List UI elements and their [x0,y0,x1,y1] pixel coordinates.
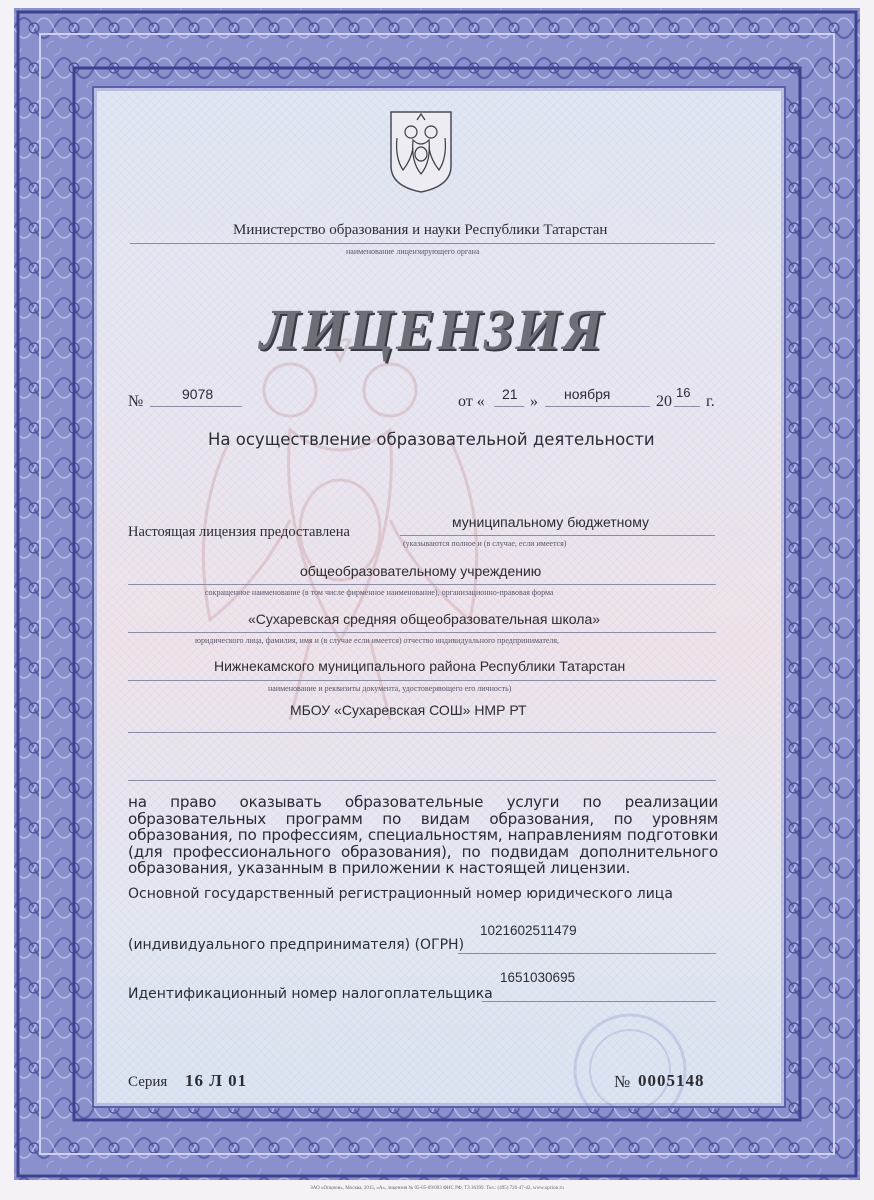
page-title: ЛИЦЕНЗИЯ [260,297,605,362]
ogrn-label-1: Основной государственный регистрационный номер юридического лица [128,886,673,902]
license-number: 9078 [182,386,214,402]
inn-value: 1651030695 [500,970,576,985]
date-year-unit: г. [706,393,715,410]
rights-text: на право оказывать образовательные услуги по реализации образовательных программ по видам образования, по уровням образования, по профессиям, специальностям, направлениям подготовки (для профессионального образования), по подвидам дополнительного образования, указанным в приложении к настоящей лицензии. [128,793,718,877]
date-year-suffix: 16 [676,385,691,400]
date-month: ноября [564,386,611,402]
grantee-line-5: МБОУ «Сухаревская СОШ» НМР РТ [290,702,527,718]
grantee-caption-1: (указываются полное и (в случае, если имеется) [403,539,567,548]
date-day-close: » [530,393,538,410]
grantee-caption-2: сокращенное наименование (в том числе фирменное наименование), организационно-правовая форма [205,588,554,597]
date-year-prefix: 20 [656,393,672,410]
licensing-authority: Министерство образования и науки Республики Татарстан [233,222,608,238]
blank-number-label: № [614,1072,631,1091]
grantee-caption-3: юридического лица, фамилия, имя и (в случае если имеется) отчество индивидуального предпринимателя, [195,636,560,645]
authority-caption: наименование лицензирующего органа [346,247,480,256]
printer-footer: ЗАО «Опцион», Москва, 2015, «А», лицензия № 05-05-09/003 ФНС РФ, ТЗ 36399. Тел.: (495) 726-47-42, www.opcion.ru [310,1186,564,1191]
grantee-line-2: общеобразовательному учреждению [300,563,542,579]
blank-number-value: 0005148 [638,1071,705,1090]
date-day: 21 [502,386,518,402]
coat-of-arms-icon [387,108,455,194]
series-label: Серия [128,1074,168,1090]
date-from-label: от « [458,393,485,410]
ogrn-value: 1021602511479 [480,923,577,938]
inn-label: Идентификационный номер налогоплательщика [128,986,493,1002]
grantee-line-4: Нижнекамского муниципального района Республики Татарстан [214,658,626,674]
grantee-label: Настоящая лицензия предоставлена [128,524,350,540]
series-value: 16 Л 01 [185,1071,248,1090]
license-subject: На осуществление образовательной деятельности [208,430,655,449]
grantee-line-3: «Сухаревская средняя общеобразовательная школа» [248,611,601,627]
number-label: № [128,393,144,410]
seal-stamp-icon [540,1000,700,1120]
ogrn-label-2: (индивидуального предпринимателя) (ОГРН) [128,937,465,953]
grantee-caption-4: наименование и реквизиты документа, удостоверяющего его личность) [268,684,512,693]
grantee-line-1: муниципальному бюджетному [452,514,649,530]
